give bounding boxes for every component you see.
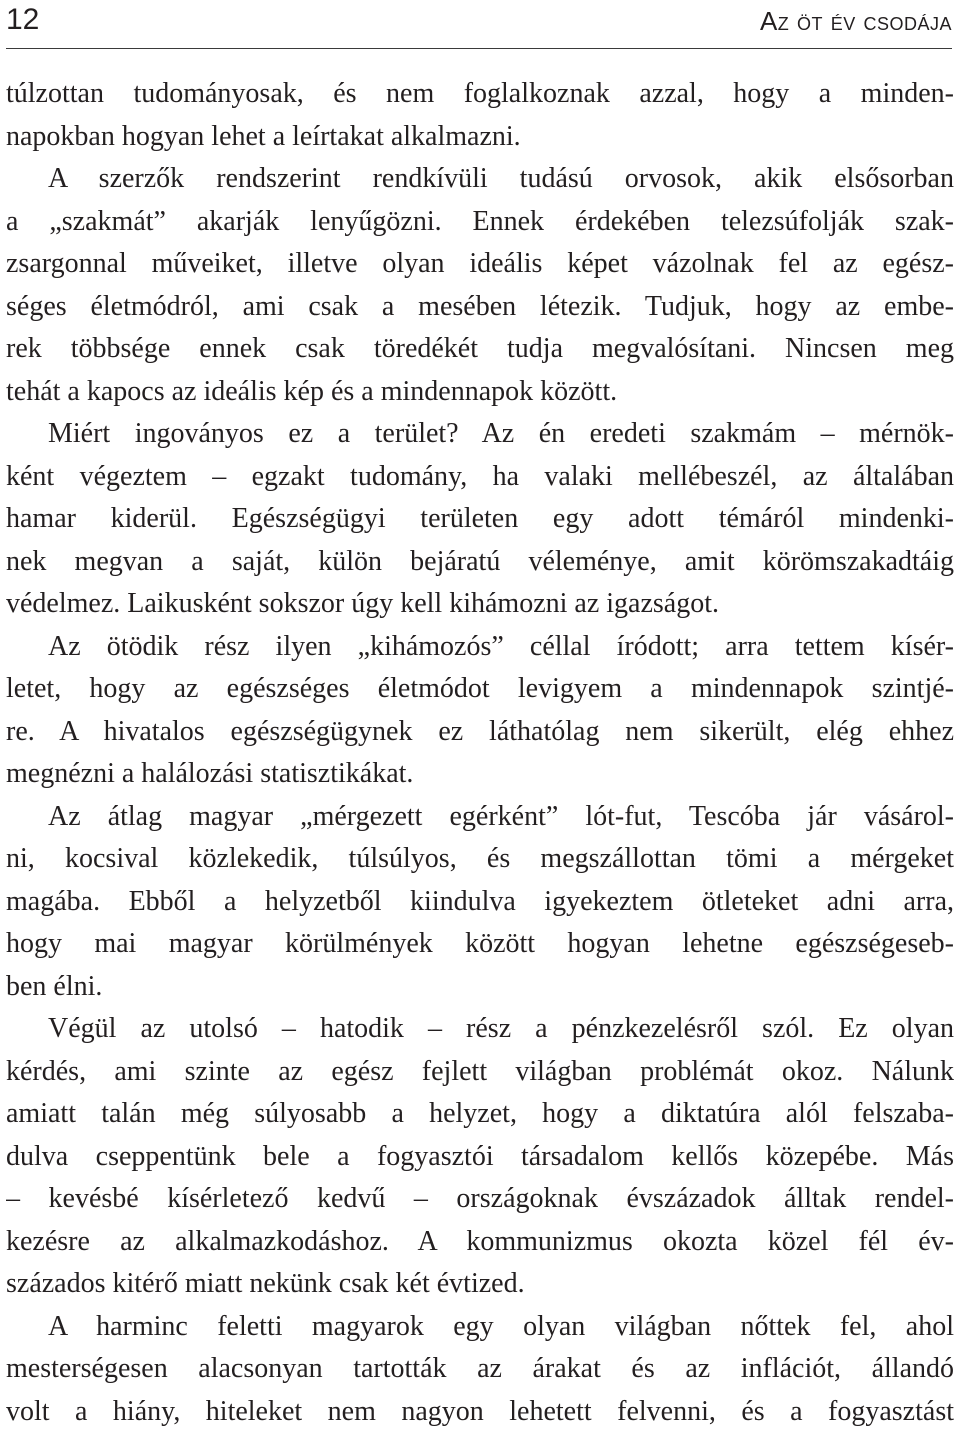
text-line: ni, kocsival közlekedik, túlsúlyos, és megszállottan tömi a mérgeket [6,843,954,874]
text-line: dulva cseppentünk bele a fogyasztói társadalom kellős közepébe. Más [6,1140,954,1172]
text-line: túlzottan tudományosak, és nem foglalkoznak azzal, hogy a minden- [6,78,954,109]
text-line: kezésre az alkalmazkodáshoz. A kommunizmus okozta közel fél év- [6,1225,954,1257]
text-line: hamar kiderül. Egészségügyi területen egy adott témáról mindenki- [6,503,954,534]
book-title: Az öt év csodája [759,6,952,36]
text-line: mesterségesen alacsonyan tartották az árakat és az inflációt, állandó [6,1353,954,1384]
text-line: megnézni a halálozási statisztikákat. [6,758,414,789]
text-line: amiatt talán még súlyosabb a helyzet, hogy a diktatúra alól felszaba- [6,1098,954,1129]
running-header [6,0,952,49]
text-line: A harminc feletti magyarok egy olyan világban nőttek fel, ahol [48,1310,954,1342]
text-line: letet, hogy az egészséges életmódot levigyem a mindennapok szintjé- [6,673,954,704]
text-line: Végül az utolsó – hatodik – rész a pénzkezelésről szól. Ez olyan [48,1013,954,1044]
text-line: séges életmódról, ami csak a mesében létezik. Tudjuk, hogy az embe- [6,290,954,322]
text-line: zsargonnal műveiket, illetve olyan ideális képet vázolnak fel az egész- [6,248,954,279]
text-line: – kevésbé kísérletező kedvű – országoknak évszázadok álltak rendel- [6,1183,954,1214]
text-line: kérdés, ami szinte az egész fejlett világban problémát okoz. Nálunk [6,1055,954,1087]
text-line: napokban hogyan lehet a leírtakat alkalmazni. [6,120,521,152]
text-line: Az ötödik rész ilyen „kihámozós” céllal íródott; arra tettem kísér- [48,630,954,662]
text-line: A szerzők rendszerint rendkívüli tudású orvosok, akik elsősorban [48,163,954,194]
text-line: ben élni. [6,970,103,1002]
text-line: védelmez. Laikusként sokszor úgy kell kihámozni az igazságot. [6,588,720,619]
text-line: magába. Ebből a helyzetből kiindulva igyekeztem ötleteket adni arra, [6,885,954,917]
text-line: Miért ingoványos ez a terület? Az én eredeti szakmám – mérnök- [48,418,954,449]
text-line: re. A hivatalos egészségügynek ez láthatólag nem sikerült, elég ehhez [6,715,954,747]
text-line: a „szakmát” akarják lenyűgözni. Ennek érdekében telezsúfolják szak- [6,205,954,237]
text-line: tehát a kapocs az ideális kép és a mindennapok között. [6,375,618,407]
text-line: ként végeztem – egzakt tudomány, ha valaki mellébeszél, az általában [6,460,954,492]
text-line: rek többsége ennek csak töredékét tudja megvalósítani. Nincsen meg [6,333,954,364]
text-line: hogy mai magyar körülmények között hogyan lehetne egészségeseb- [6,928,954,959]
body-text [6,73,954,1433]
text-line: nek megvan a saját, külön bejáratú véleménye, amit körömszakadtáig [6,545,954,577]
text-line: százados kitérő miatt nekünk csak két évtized. [6,1268,525,1299]
text-line: volt a hiány, hiteleket nem nagyon lehetett felvenni, és a fogyasztást [6,1395,954,1427]
text-line: Az átlag magyar „mérgezett egérként” lót-fut, Tescóba jár vásárol- [48,800,954,832]
page-number: 12 [6,3,40,36]
